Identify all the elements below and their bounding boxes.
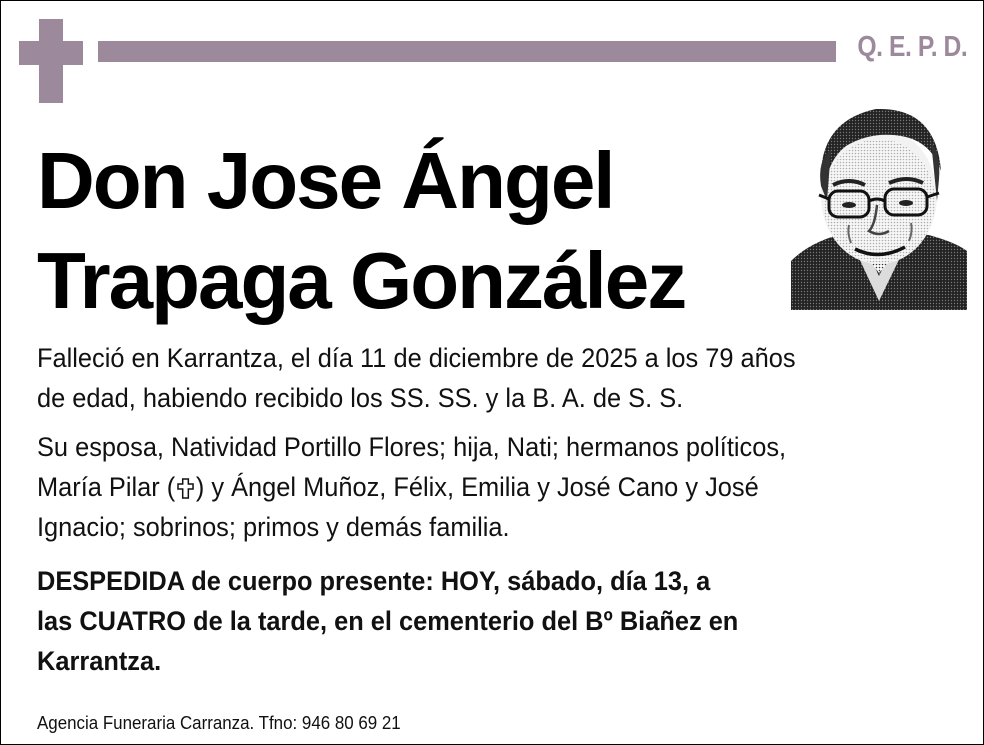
deceased-photo [791, 101, 967, 310]
deceased-name [37, 131, 685, 331]
text-line [37, 467, 902, 507]
text-line: de edad, habiendo recibido los SS. SS. y la B. A. de S. S. [37, 383, 684, 413]
text-line: Karrantza. [37, 646, 162, 676]
latin-cross-icon [19, 19, 83, 103]
text-line: Ignacio; sobrinos; primos y demás familia. [37, 512, 510, 542]
name-line-2: Trapaga González [37, 236, 686, 325]
funeral-agency-contact: Agencia Funeraria Carranza. Tfno: 946 80 69 21 [37, 713, 401, 733]
text-fragment: ) y Ángel Muñoz, Félix, Emilia y José Cano y José [195, 472, 759, 502]
text-line: DESPEDIDA de cuerpo presente: HOY, sábado, día 13, a [37, 566, 711, 596]
deceased-cross-icon [175, 477, 196, 499]
qepd-label: Q. E. P. D. [857, 31, 967, 63]
farewell-details [37, 561, 883, 681]
text-line: las CUATRO de la tarde, en el cementerio del Bº Biañez en [37, 606, 739, 636]
text-fragment: María Pilar ( [37, 472, 176, 502]
text-line: Su esposa, Natividad Portillo Flores; hija, Nati; hermanos políticos, [37, 432, 787, 462]
text-line: Falleció en Karrantza, el día 11 de diciembre de 2025 a los 79 años [37, 343, 796, 373]
header-bar [98, 41, 836, 62]
death-announcement [37, 338, 902, 418]
family-list [37, 427, 902, 547]
name-line-1: Don Jose Ángel [37, 136, 614, 225]
